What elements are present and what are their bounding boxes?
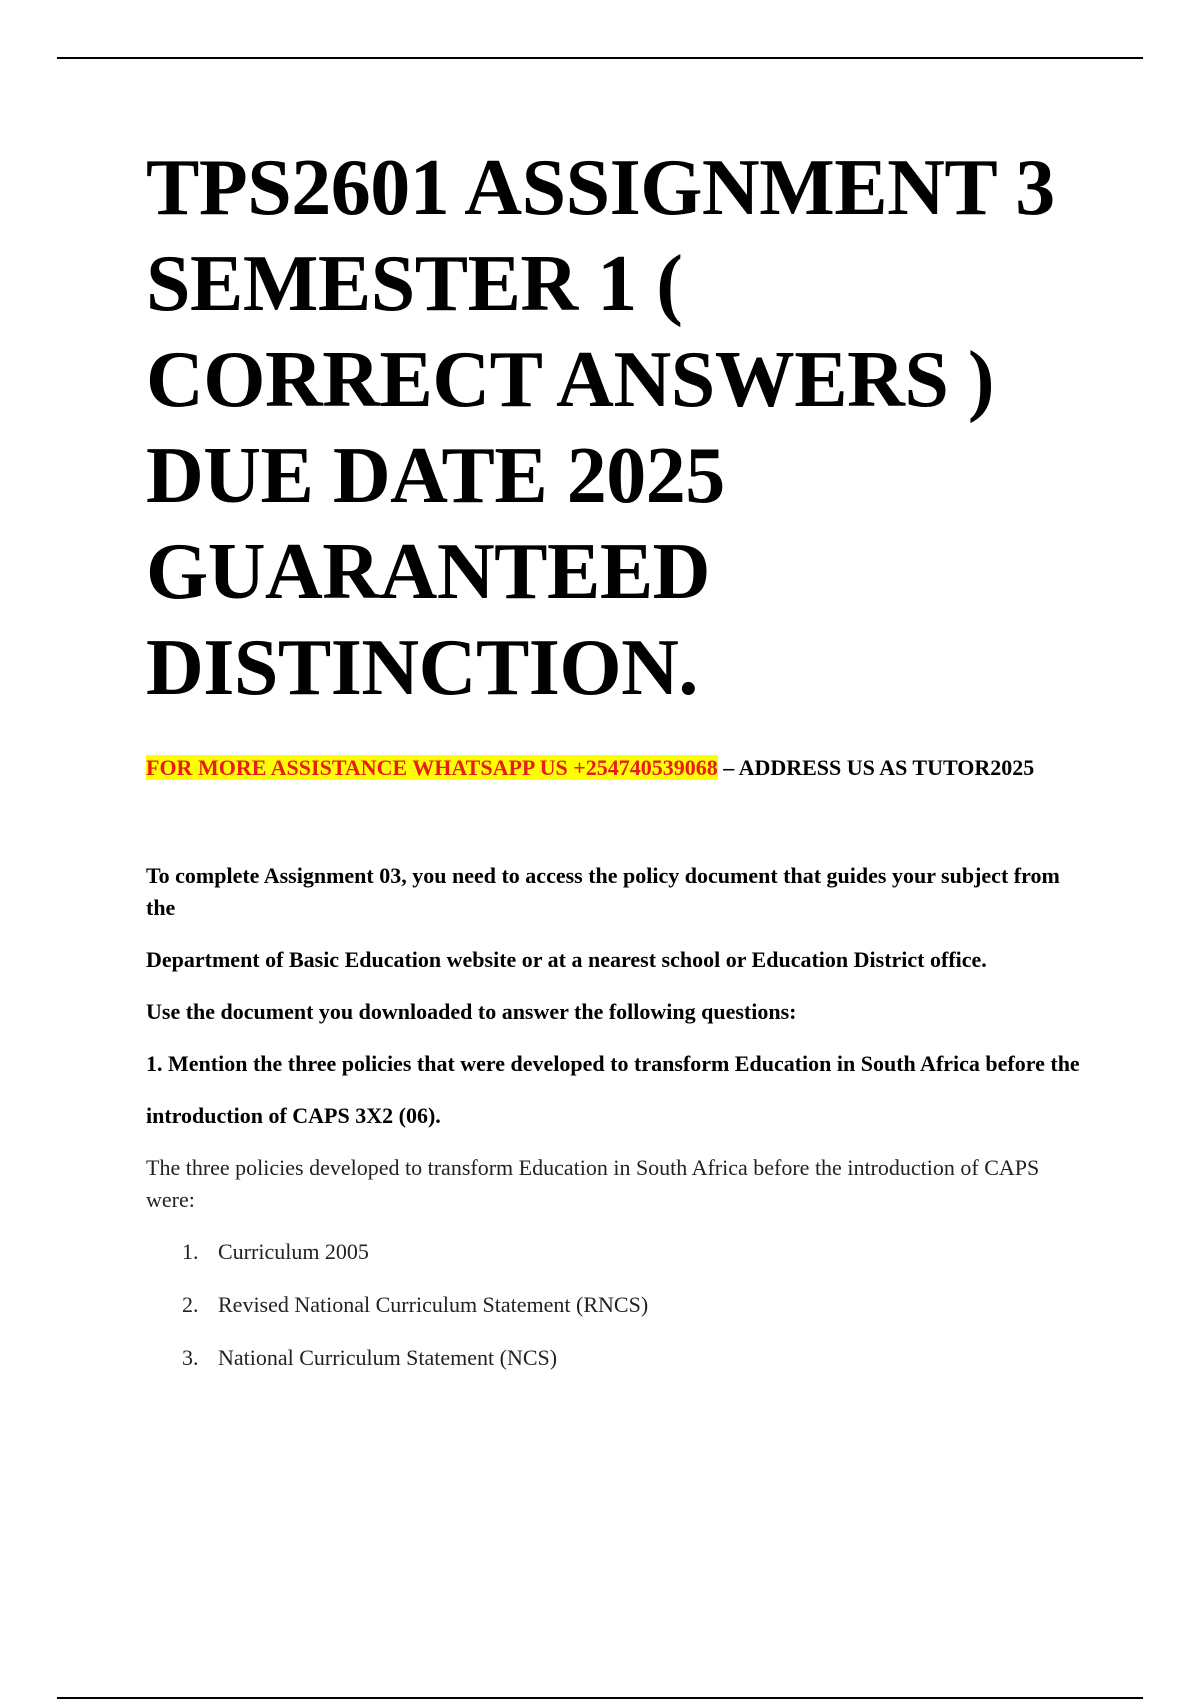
answer-intro: The three policies developed to transform Education in South Africa before the introduction of CAPS were: — [146, 1155, 1040, 1212]
contact-banner — [146, 752, 1086, 784]
list-item-number: 3. — [182, 1345, 199, 1370]
list-item — [182, 1289, 1086, 1321]
contact-note: – ADDRESS US AS TUTOR2025 — [717, 755, 1035, 780]
top-divider — [57, 57, 1143, 59]
question-paragraph: introduction of CAPS 3X2 (06). — [146, 1103, 441, 1128]
document-title: TPS2601 ASSIGNMENT 3 SEMESTER 1 ( CORRECT ANSWERS ) DUE DATE 2025 GUARANTEED DISTINCTION. — [146, 144, 1055, 712]
instruction-paragraph: Use the document you downloaded to answer the following questions: — [146, 999, 797, 1024]
instruction-paragraph: To complete Assignment 03, you need to access the policy document that guides your subject from the — [146, 863, 1060, 920]
list-item-number: 1. — [182, 1239, 199, 1264]
question-paragraph: 1. Mention the three policies that were developed to transform Education in South Africa before the — [146, 1051, 1080, 1076]
list-item-text: National Curriculum Statement (NCS) — [218, 1345, 558, 1370]
instruction-paragraph: Department of Basic Education website or at a nearest school or Education District office. — [146, 947, 987, 972]
document-body — [146, 140, 1086, 1395]
list-item — [182, 1342, 1086, 1374]
bottom-divider — [57, 1697, 1143, 1699]
list-item-number: 2. — [182, 1292, 199, 1317]
list-item-text: Revised National Curriculum Statement (RNCS) — [218, 1292, 649, 1317]
contact-highlight: FOR MORE ASSISTANCE WHATSAPP US +254740539068 — [146, 755, 718, 780]
answer-list — [146, 1236, 1086, 1374]
list-item — [182, 1236, 1086, 1268]
list-item-text: Curriculum 2005 — [218, 1239, 369, 1264]
